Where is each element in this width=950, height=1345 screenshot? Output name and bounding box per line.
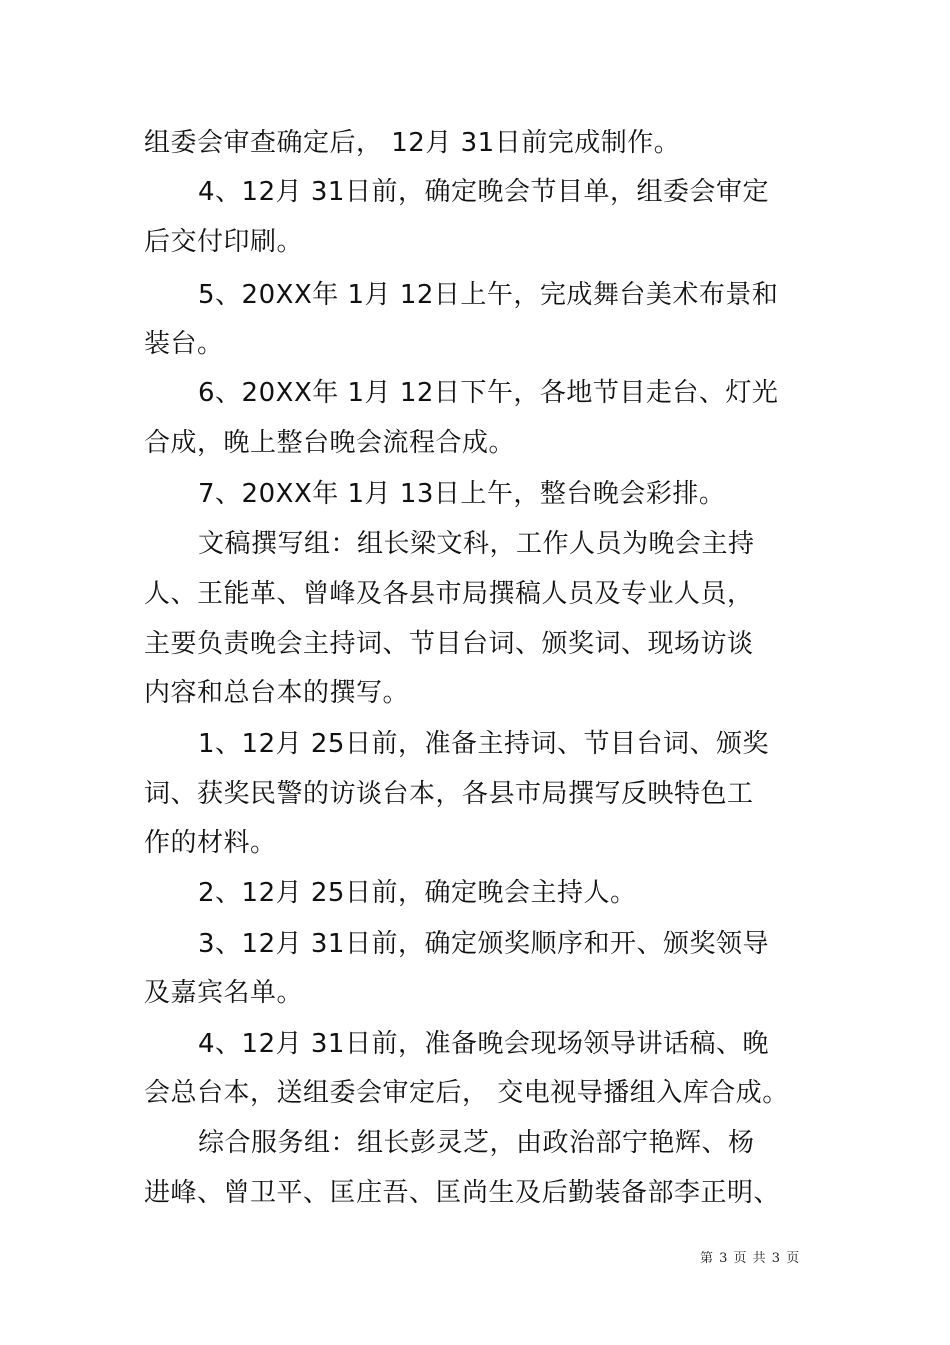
- text-line: 5、20XX年 1月 12日上午，完成舞台美术布景和: [198, 280, 779, 310]
- text-line: 人、王能革、曾峰及各县市局撰稿人员及专业人员，: [144, 579, 754, 609]
- text-line: 1、12月 25日前，准备主持词、节目台词、颁奖: [198, 729, 769, 759]
- text-line: 装台。: [144, 329, 224, 359]
- text-line: 进峰、曾卫平、匡庄吾、匡尚生及后勤装备部李正明、: [144, 1178, 781, 1208]
- text-line: 综合服务组：组长彭灵芝，由政治部宁艳辉、杨: [198, 1128, 755, 1158]
- text-line: 后交付印刷。: [144, 227, 304, 257]
- text-line: 及嘉宾名单。: [144, 978, 304, 1008]
- text-line: 作的材料。: [144, 828, 277, 858]
- text-line: 组委会审查确定后， 12月 31日前完成制作。: [144, 128, 681, 158]
- text-line: 4、12月 31日前，准备晚会现场领导讲话稿、晚: [198, 1029, 769, 1059]
- text-line: 6、20XX年 1月 12日下午，各地节目走台、灯光: [198, 378, 779, 408]
- text-line: 4、12月 31日前，确定晚会节目单，组委会审定: [198, 177, 769, 207]
- text-line: 合成，晚上整台晚会流程合成。: [144, 428, 516, 458]
- text-line: 文稿撰写组：组长梁文科，工作人员为晚会主持: [198, 529, 755, 559]
- text-line: 会总台本，送组委会审定后， 交电视导播组入库合成。: [144, 1078, 789, 1108]
- text-line: 主要负责晚会主持词、节目台词、颁奖词、现场访谈: [144, 629, 754, 659]
- text-line: 2、12月 25日前，确定晚会主持人。: [198, 878, 637, 908]
- text-line: 7、20XX年 1月 13日上午，整台晚会彩排。: [198, 479, 726, 509]
- text-line: 内容和总台本的撰写。: [144, 678, 410, 708]
- text-line: 3、12月 31日前，确定颁奖顺序和开、颁奖领导: [198, 929, 769, 959]
- text-line: 词、获奖民警的访谈台本，各县市局撰写反映特色工: [144, 779, 754, 809]
- page-number-footer: 第 3 页 共 3 页: [700, 1251, 801, 1266]
